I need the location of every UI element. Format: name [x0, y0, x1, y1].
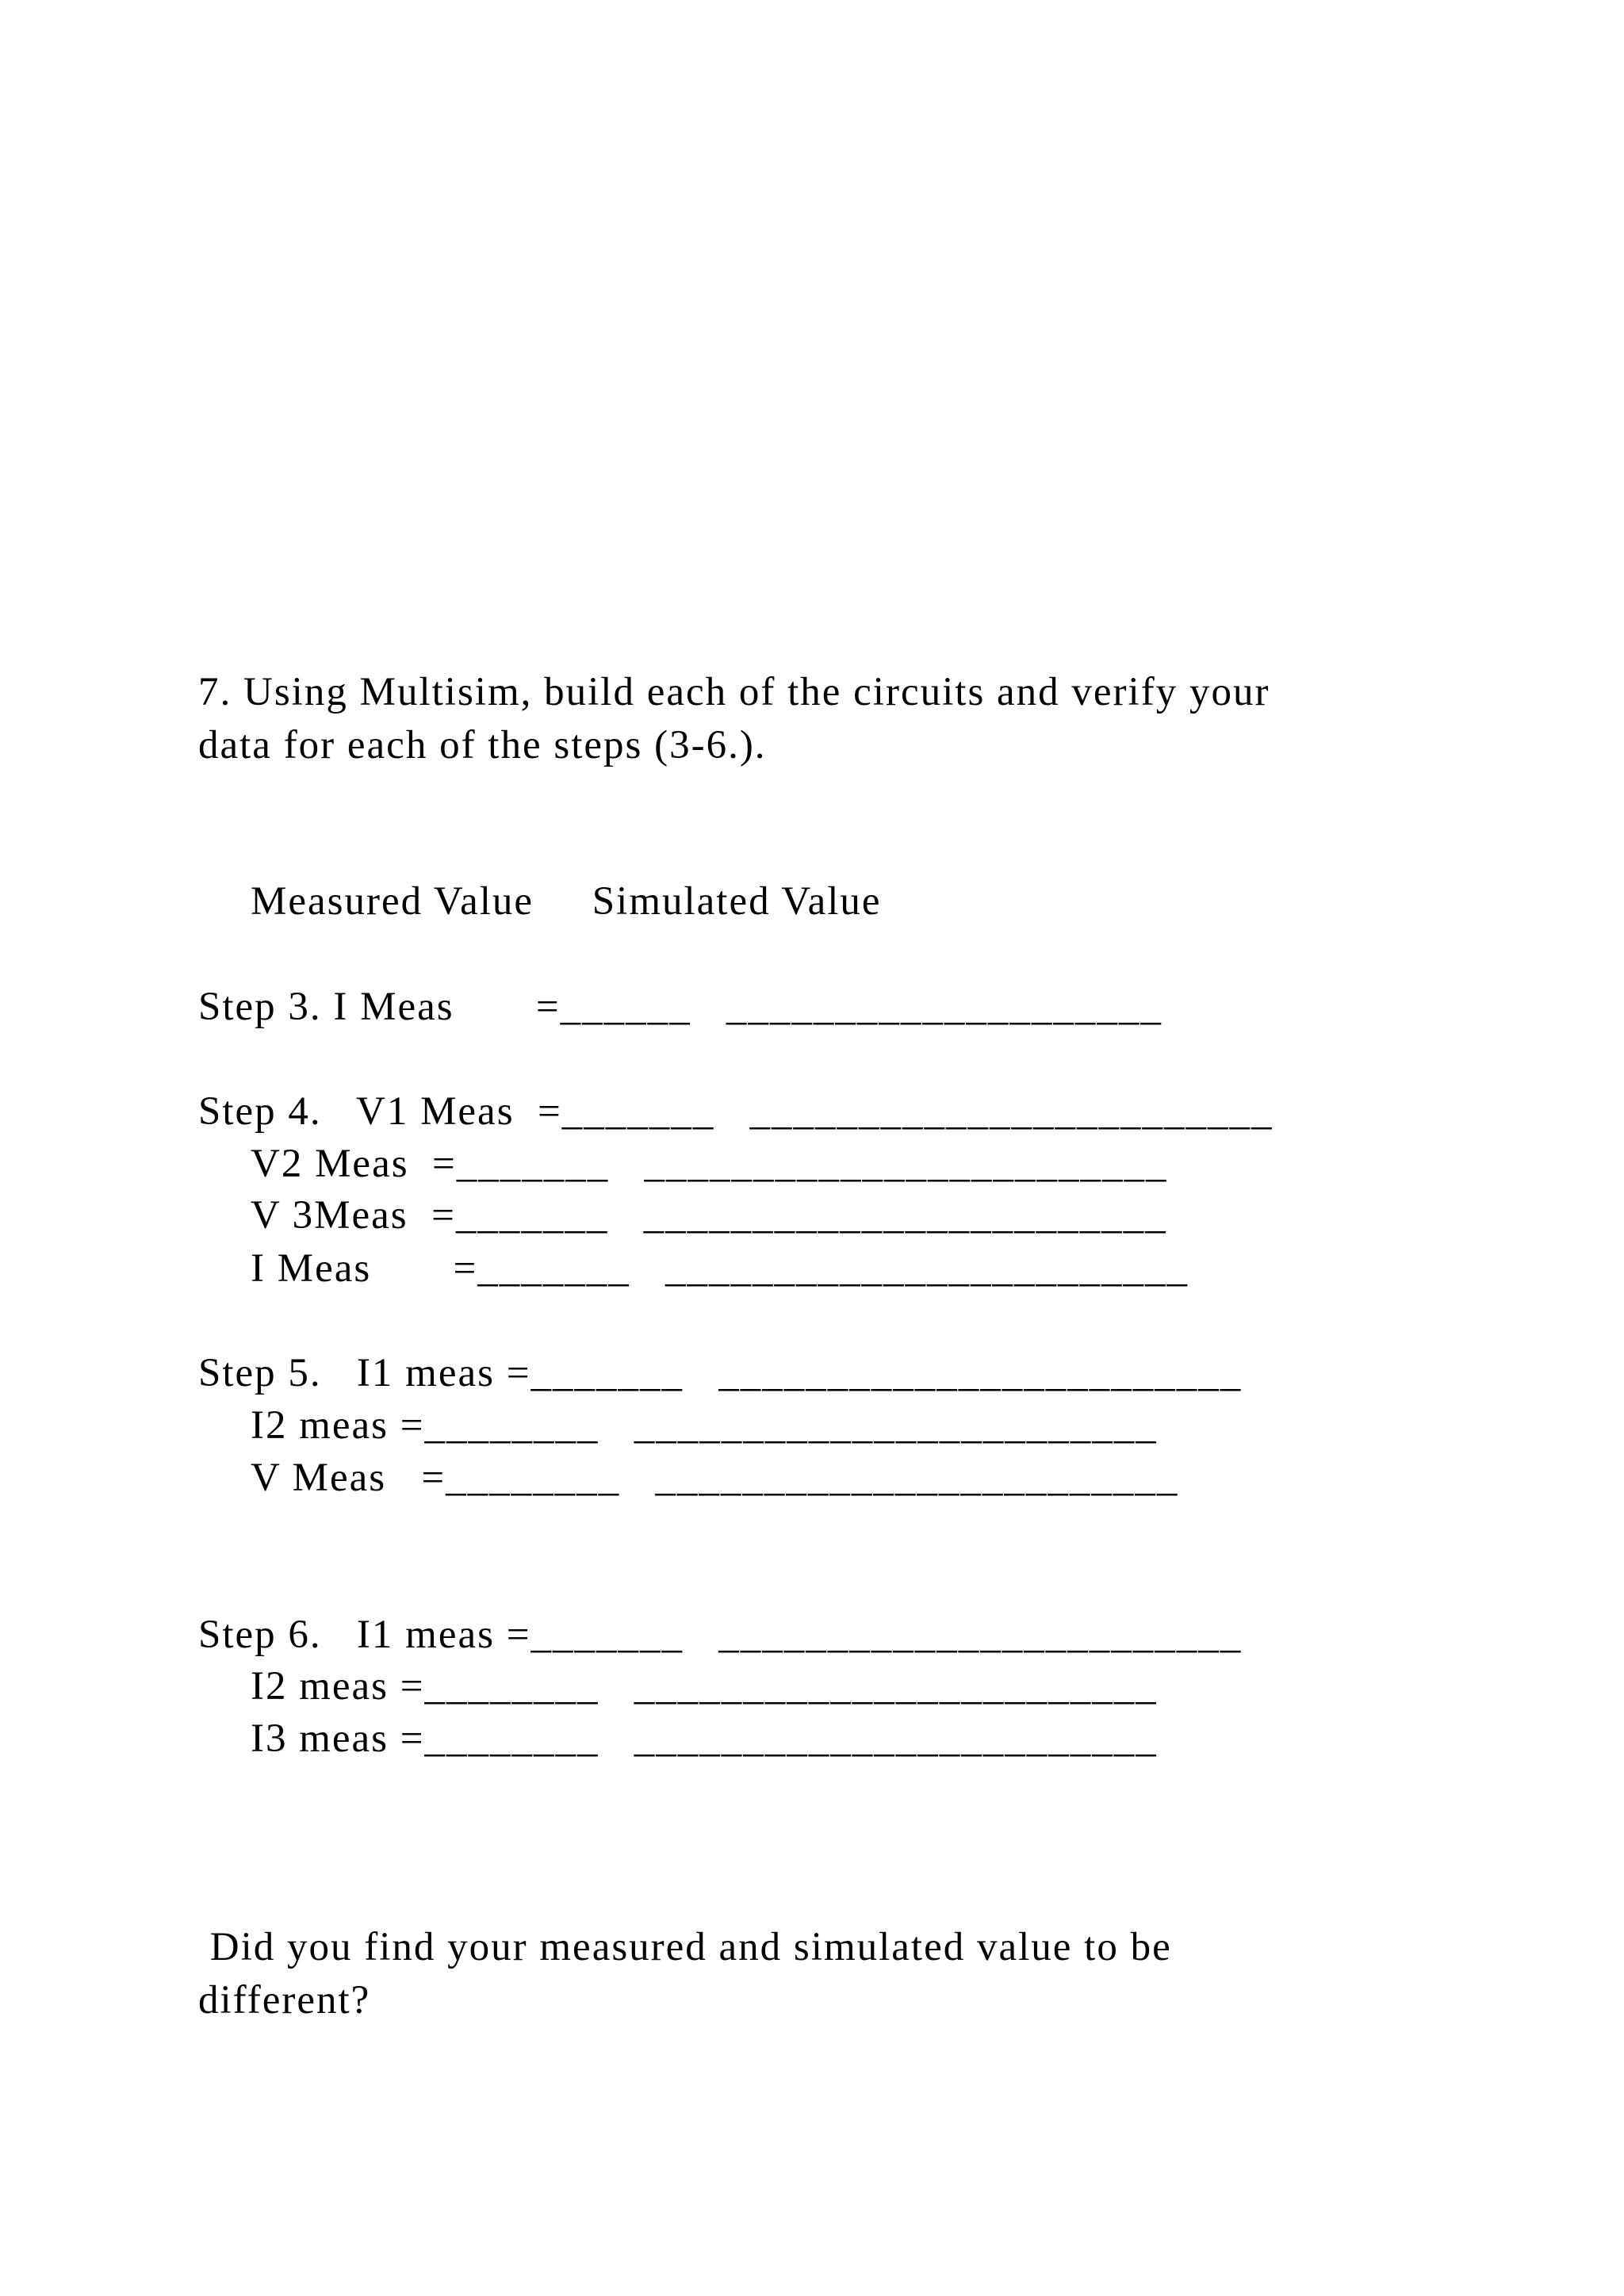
step5-row-i1-meas: Step 5. I1 meas =_______ ________________________ [198, 1351, 1243, 1395]
step4-row-v3-meas: V 3Meas =_______ ________________________ [251, 1193, 1167, 1238]
step6-row-i1-meas: Step 6. I1 meas =_______ ________________________ [198, 1613, 1243, 1657]
step5-row-v-meas: V Meas =________ ________________________ [251, 1456, 1179, 1500]
step4-row-i-meas: I Meas =_______ ________________________ [251, 1246, 1189, 1291]
closing-question-line-2: different? [198, 1978, 371, 2022]
closing-question-line-1: Did you find your measured and simulated value to be [198, 1925, 1172, 1969]
step3-row-i-meas: Step 3. I Meas =______ ____________________ [198, 985, 1162, 1029]
step5-row-i2-meas: I2 meas =________ ________________________ [251, 1403, 1158, 1448]
step6-row-i3-meas: I3 meas =________ ________________________ [251, 1716, 1158, 1761]
question-line-1: 7. Using Multisim, build each of the circuits and verify your [198, 670, 1270, 714]
step6-row-i2-meas: I2 meas =________ ________________________ [251, 1664, 1158, 1709]
table-header: Measured Value Simulated Value [251, 879, 882, 924]
step4-row-v1-meas: Step 4. V1 Meas =_______ ________________________ [198, 1089, 1274, 1134]
step4-row-v2-meas: V2 Meas =_______ ________________________ [251, 1142, 1168, 1186]
question-line-2: data for each of the steps (3-6.). [198, 723, 767, 767]
